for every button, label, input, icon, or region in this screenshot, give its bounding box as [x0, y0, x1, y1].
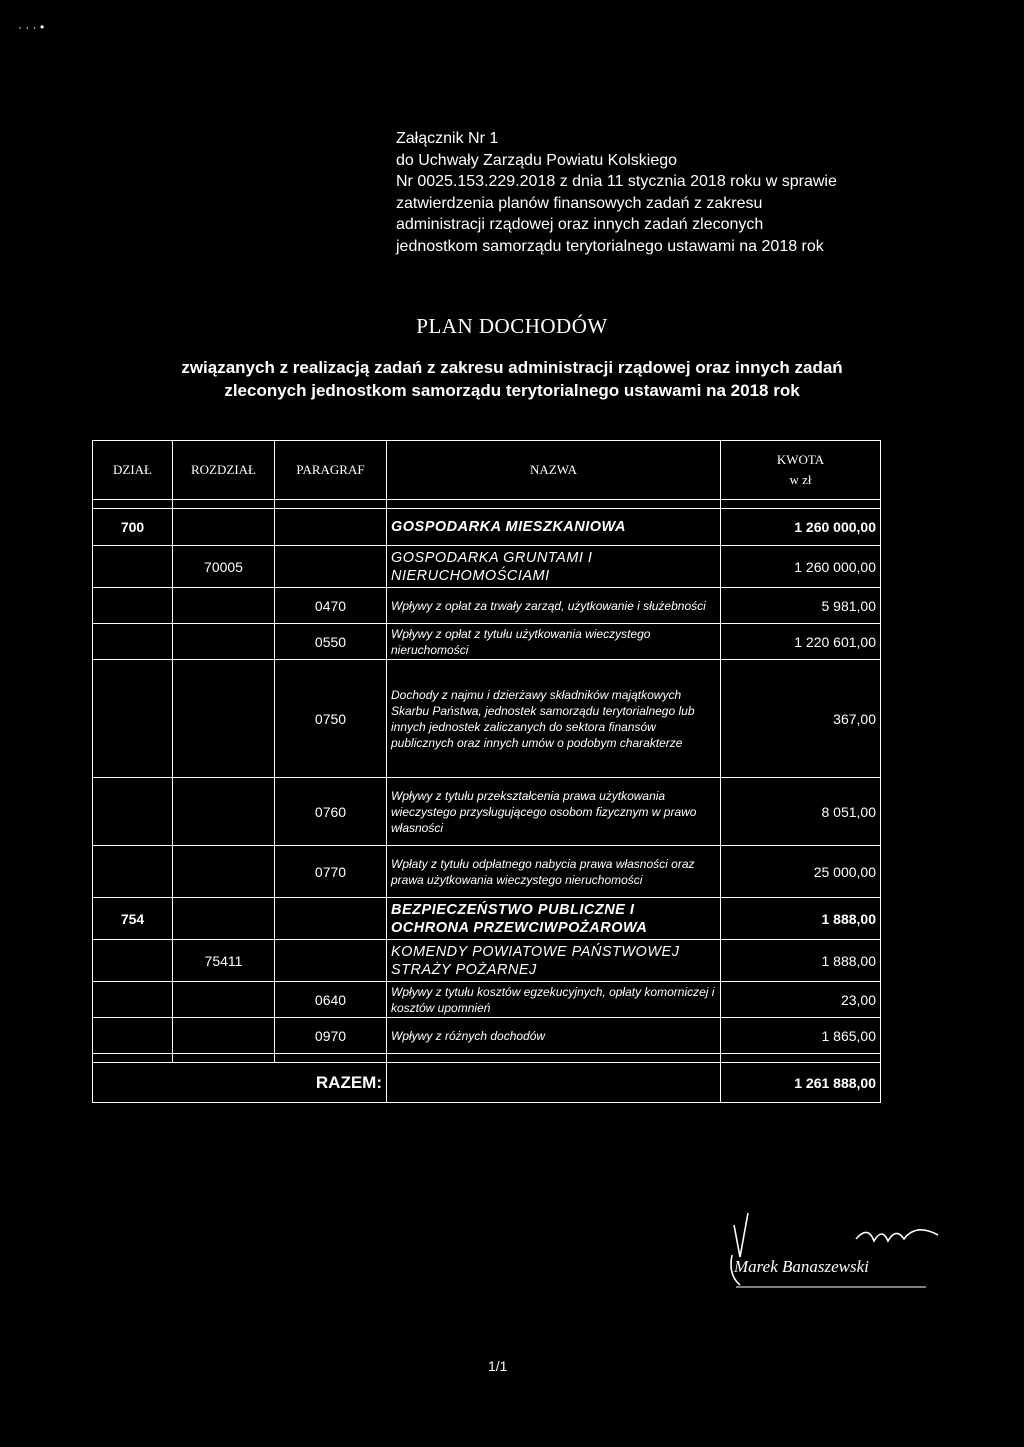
paragraf-cell: [275, 940, 387, 982]
nazwa-cell: Wpływy z tytułu kosztów egzekucyjnych, opłaty komorniczej i kosztów upomnień: [387, 982, 721, 1018]
paragraf-cell: [275, 898, 387, 940]
table-row: [93, 624, 881, 660]
table-row: [93, 1018, 881, 1054]
rozdzial-cell: [173, 660, 275, 778]
dzial-cell: [93, 588, 173, 624]
signature-stamp: [726, 1205, 946, 1300]
nazwa-cell: Wpływy z tytułu przekształcenia prawa użytkowania wieczystego przysługującego osobom fizycznym w prawo własności: [387, 778, 721, 846]
paragraf-cell: [275, 546, 387, 588]
page-number: 1/1: [488, 1358, 508, 1374]
attachment-line: Załącznik Nr 1: [396, 130, 499, 147]
nazwa-cell: Wpływy z opłat za trwały zarząd, użytkowanie i służebności: [387, 588, 721, 624]
table-row: [93, 982, 881, 1018]
total-row: [93, 1063, 881, 1103]
total-kwota: 1 261 888,00: [721, 1063, 881, 1103]
nazwa-cell: Wpływy z różnych dochodów: [387, 1018, 721, 1054]
attachment-header: [396, 128, 837, 257]
dzial-cell: [93, 624, 173, 660]
total-label: RAZEM:: [93, 1063, 387, 1103]
plan-subtitle: [0, 356, 1024, 402]
nazwa-cell: Wpływy z opłat z tytułu użytkowania wieczystego nieruchomości: [387, 624, 721, 660]
table-row: [93, 660, 881, 778]
nazwa-cell: BEZPIECZEŃSTWO PUBLICZNE I OCHRONA PRZEWCIWPOŻAROWA: [387, 898, 721, 940]
kwota-cell: 1 888,00: [721, 898, 881, 940]
paragraf-cell: 0770: [275, 846, 387, 898]
table-row: [93, 940, 881, 982]
header-kwota-unit: w zł: [789, 472, 812, 487]
rozdzial-cell: 75411: [173, 940, 275, 982]
dzial-cell: [93, 982, 173, 1018]
nazwa-cell: GOSPODARKA GRUNTAMI I NIERUCHOMOŚCIAMI: [387, 546, 721, 588]
header-kwota-line: KWOTA: [776, 452, 825, 467]
kwota-cell: 8 051,00: [721, 778, 881, 846]
header-paragraf: PARAGRAF: [275, 441, 387, 500]
rozdzial-cell: [173, 846, 275, 898]
paragraf-cell: 0750: [275, 660, 387, 778]
table-row: [93, 846, 881, 898]
paragraf-cell: 0550: [275, 624, 387, 660]
spacer-row: [93, 500, 881, 509]
kwota-cell: 1 865,00: [721, 1018, 881, 1054]
dzial-cell: [93, 546, 173, 588]
rozdzial-cell: [173, 588, 275, 624]
dzial-cell: [93, 660, 173, 778]
rozdzial-cell: [173, 624, 275, 660]
header-nazwa: NAZWA: [387, 441, 721, 500]
dzial-cell: [93, 778, 173, 846]
rozdzial-cell: [173, 898, 275, 940]
kwota-cell: 1 220 601,00: [721, 624, 881, 660]
paragraf-cell: [275, 509, 387, 546]
plan-subtitle-line: zleconych jednostkom samorządu terytorialnego ustawami na 2018 rok: [224, 381, 800, 400]
kwota-cell: 1 888,00: [721, 940, 881, 982]
rozdzial-cell: [173, 509, 275, 546]
dzial-cell: [93, 940, 173, 982]
attachment-line: zatwierdzenia planów finansowych zadań z zakresu: [396, 194, 763, 212]
kwota-cell: 25 000,00: [721, 846, 881, 898]
paragraf-cell: 0470: [275, 588, 387, 624]
kwota-cell: 5 981,00: [721, 588, 881, 624]
rozdzial-cell: [173, 1018, 275, 1054]
table-row: [93, 898, 881, 940]
plan-title: PLAN DOCHODÓW: [416, 314, 608, 338]
paragraf-cell: 0970: [275, 1018, 387, 1054]
nazwa-cell: Dochody z najmu i dzierżawy składników majątkowych Skarbu Państwa, jednostek samorządu terytorialnego lub innych jednostek zaliczanych do sektora finansów publicznych oraz innych umów o podobym charakterze: [387, 660, 721, 778]
header-kwota: [721, 441, 881, 500]
kwota-cell: 1 260 000,00: [721, 509, 881, 546]
paragraf-cell: 0640: [275, 982, 387, 1018]
rozdzial-cell: 70005: [173, 546, 275, 588]
rozdzial-cell: [173, 982, 275, 1018]
table-row: [93, 546, 881, 588]
kwota-cell: 1 260 000,00: [721, 546, 881, 588]
kwota-cell: 23,00: [721, 982, 881, 1018]
header-rozdzial: ROZDZIAŁ: [173, 441, 275, 500]
attachment-line: do Uchwały Zarządu Powiatu Kolskiego: [396, 151, 678, 169]
scan-artifact: · · · •: [18, 20, 45, 34]
dzial-cell: 700: [93, 509, 173, 546]
table-header-row: [93, 441, 881, 500]
nazwa-cell: Wpłaty z tytułu odpłatnego nabycia prawa własności oraz prawa użytkowania wieczystego nieruchomości: [387, 846, 721, 898]
signature-scribble: [726, 1205, 946, 1300]
dzial-cell: [93, 846, 173, 898]
dzial-cell: 754: [93, 898, 173, 940]
income-plan-table: [92, 440, 881, 1103]
kwota-cell: 367,00: [721, 660, 881, 778]
paragraf-cell: 0760: [275, 778, 387, 846]
nazwa-cell: KOMENDY POWIATOWE PAŃSTWOWEJ STRAŻY POŻARNEJ: [387, 940, 721, 982]
header-dzial: DZIAŁ: [93, 441, 173, 500]
attachment-line: jednostkom samorządu terytorialnego ustawami na 2018 rok: [396, 237, 824, 255]
table-row: [93, 778, 881, 846]
total-filler: [387, 1063, 721, 1103]
spacer-row: [93, 1054, 881, 1063]
signature-name: Marek Banaszewski: [734, 1257, 869, 1276]
attachment-line: administracji rządowej oraz innych zadań zleconych: [396, 216, 764, 233]
dzial-cell: [93, 1018, 173, 1054]
table-row: [93, 509, 881, 546]
attachment-line: Nr 0025.153.229.2018 z dnia 11 stycznia 2018 roku w sprawie: [396, 173, 837, 190]
table-row: [93, 588, 881, 624]
nazwa-cell: GOSPODARKA MIESZKANIOWA: [387, 509, 721, 546]
plan-subtitle-line: związanych z realizacją zadań z zakresu administracji rządowej oraz innych zadań: [181, 358, 843, 377]
rozdzial-cell: [173, 778, 275, 846]
